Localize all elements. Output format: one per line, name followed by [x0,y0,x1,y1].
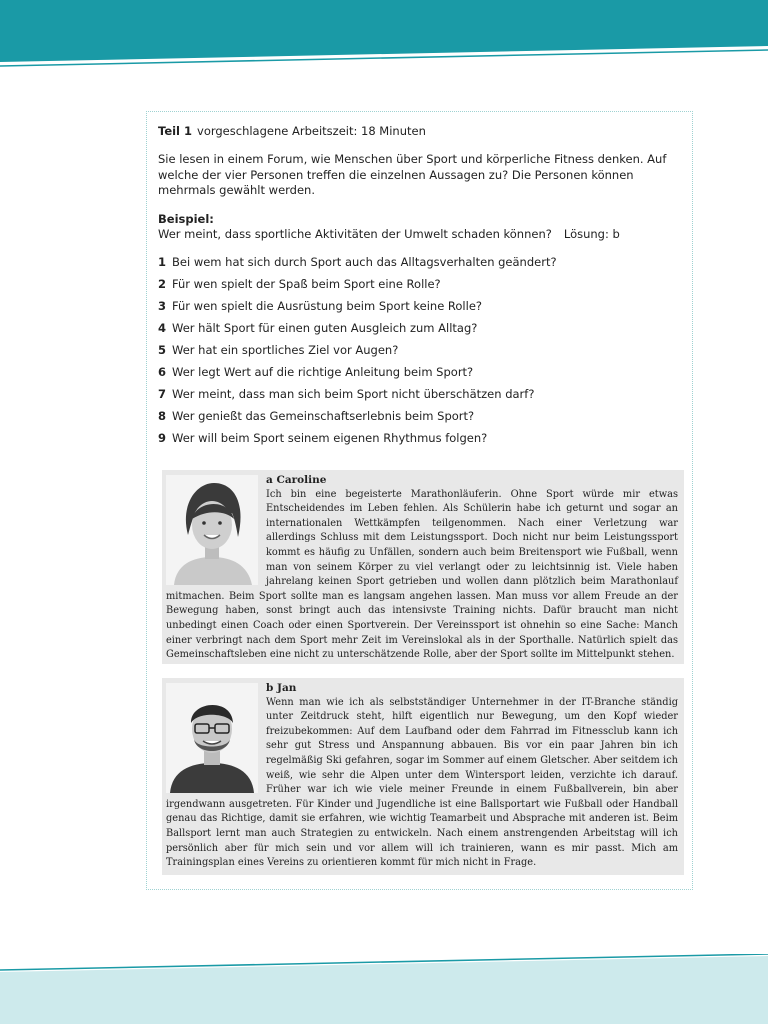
question-text: Für wen spielt der Spaß beim Sport eine Rolle? [172,277,441,291]
question-item [158,255,557,277]
woman-portrait-icon [166,475,258,585]
question-number: 8 [158,409,167,423]
profile-text: Wenn man wie ich als selbstständiger Unternehmer in der IT-Branche ständig unter Zeitdruck steht, hilft eigentlich nur Bewegung, um den Kopf wieder freizubekommen: Auf dem Laufband oder dem Fahrrad im Fitnessclub kann ich sehr gut Stress und Anspannung abbauen. Bis vor ein paar Jahren bin ich regelmäßig Ski gefahren, sogar im Sommer auf einem Gletscher. Aber seitdem ich weiß, wie sehr die Alpen unter dem Wintersport leiden, verzichte ich darauf. Früher war ich wie viele meiner Freunde in einem Fußballverein, bin aber irgendwann ausgetreten. Für Kinder und Jugendliche ist eine Ballsportart wie Fußball oder Handball genau das Richtige, damit sie erfahren, wie wichtig Teamarbeit und Absprache mit anderen ist. Beim Ballsport lernt man auch Strategien zu entwickeln. Nach einem anstrengenden Arbeitstag will ich persönlich aber für mich sein und vor allem will ich trainieren, wann es mir passt. Mich am Trainingsplan eines Vereins zu orientieren kommt für mich nicht in Frage. [166,696,678,869]
question-item [158,343,557,365]
exam-task-card [146,111,693,890]
task-intro: Sie lesen in einem Forum, wie Menschen über Sport und körperliche Fitness denken. Auf welche der vier Personen treffen die einzelnen Aussagen zu? Die Personen können mehrmals gewählt werden. [158,152,667,197]
question-text: Wer legt Wert auf die richtige Anleitung beim Sport? [172,365,474,379]
question-item [158,321,557,343]
profile-caroline [162,470,684,664]
question-item [158,365,557,387]
task-header [158,124,426,138]
example-question: Wer meint, dass sportliche Aktivitäten der Umwelt schaden können? [158,227,552,241]
profile-name: b Jan [266,682,297,694]
footer-band [0,954,768,1024]
question-number: 5 [158,343,167,357]
profile-text: Ich bin eine begeisterte Marathonläuferin. Ohne Sport würde mir etwas Entscheidendes im Leben fehlen. Als Schülerin habe ich geturnt und sogar an internationalen Wettkämpfen teilgenommen. Nach einer Verletzung war allerdings Schluss mit dem Leistungssport. Doch nicht nur beim Leistungssport kommt es häufig zu Unfällen, sondern auch beim Breitensport wie Fußball, wenn man von seinem Körper zu viel verlangt oder zu leichtsinnig ist. Viele haben jahrelang keinen Sport getrieben und wollen dann plötzlich beim Marathonlauf mitmachen. Beim Sport sollte man es langsam angehen lassen. Man muss vor allem Freude an der Bewegung haben, sonst bringt auch das intensivste Training nichts. Dafür braucht man nicht unbedingt einen Coach oder einen Sportverein. Der Vereinssport ist ohnehin so eine Sache: Manch einer verbringt nach dem Sport mehr Zeit im Vereinslokal als in der Sporthalle. Natürlich spielt das Gemeinschaftsleben eine nicht zu unterschätzende Rolle, aber der Sport sollte im Mittelpunkt stehen. [166,488,678,661]
question-list [158,255,557,453]
question-text: Wer genießt das Gemeinschaftserlebnis beim Sport? [172,409,475,423]
question-number: 7 [158,387,167,401]
example-solution: Lösung: b [563,227,620,241]
question-text: Bei wem hat sich durch Sport auch das Alltagsverhalten geändert? [172,255,557,269]
question-text: Wer hält Sport für einen guten Ausgleich zum Alltag? [172,321,478,335]
question-item [158,431,557,453]
task-part: Teil 1 [158,124,193,138]
man-portrait-icon [166,683,258,793]
task-time: vorgeschlagene Arbeitszeit: 18 Minuten [197,124,426,138]
question-number: 3 [158,299,167,313]
profile-name: a Caroline [266,474,327,486]
question-item [158,277,557,299]
question-number: 6 [158,365,167,379]
question-number: 2 [158,277,167,291]
question-text: Wer hat ein sportliches Ziel vor Augen? [172,343,399,357]
question-item [158,409,557,431]
question-text: Für wen spielt die Ausrüstung beim Sport keine Rolle? [172,299,483,313]
example [158,227,620,241]
question-number: 9 [158,431,167,445]
header-band [0,0,768,70]
question-number: 1 [158,255,167,269]
caroline-photo [166,475,258,585]
example-label: Beispiel: [158,212,214,226]
question-text: Wer meint, dass man sich beim Sport nicht überschätzen darf? [172,387,535,401]
question-item [158,299,557,321]
question-text: Wer will beim Sport seinem eigenen Rhythmus folgen? [172,431,488,445]
profile-jan [162,678,684,875]
jan-photo [166,683,258,793]
question-number: 4 [158,321,167,335]
question-item [158,387,557,409]
